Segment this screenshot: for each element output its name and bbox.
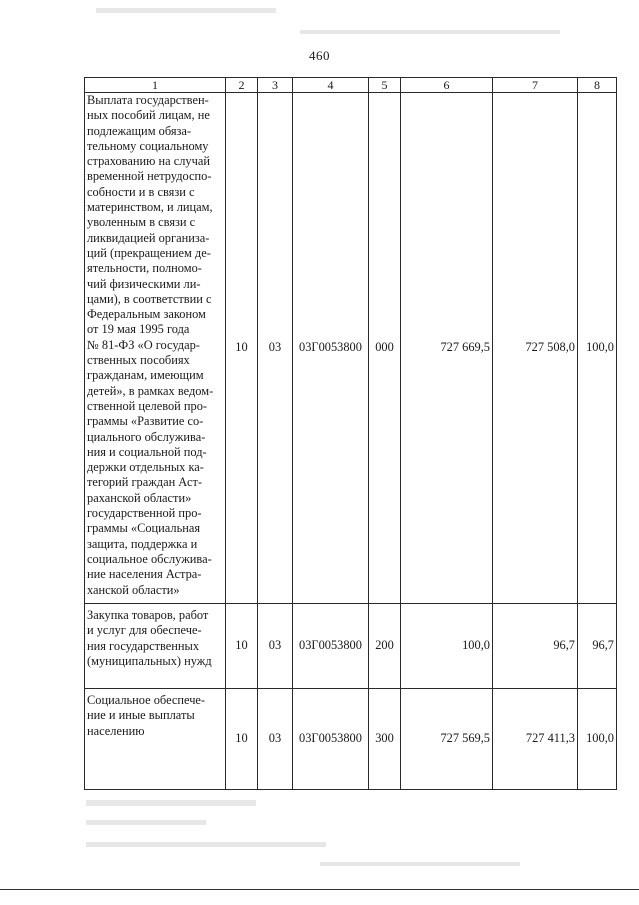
description-line: и услуг для обеспече- bbox=[87, 623, 202, 638]
execution-percent: 96,7 bbox=[578, 604, 617, 689]
table-row bbox=[85, 689, 617, 790]
expense-type-code: 200 bbox=[369, 604, 401, 689]
description-line: социальное обслужива- bbox=[87, 551, 212, 566]
description-line: ных пособий лицам, не bbox=[87, 108, 210, 123]
section-code: 10 bbox=[226, 689, 258, 790]
header-cell: 8 bbox=[578, 78, 617, 93]
expense-type-code: 300 bbox=[369, 689, 401, 790]
description-line: цами), в соответствии с bbox=[87, 291, 212, 306]
execution-percent: 100,0 bbox=[578, 93, 617, 604]
description-line: страхованию на случай bbox=[87, 154, 210, 169]
subsection-code: 03 bbox=[258, 689, 293, 790]
budget-table bbox=[84, 77, 617, 790]
scan-artifact bbox=[96, 8, 276, 13]
row-description bbox=[85, 604, 226, 689]
scan-artifact bbox=[300, 30, 560, 34]
target-article-code: 03Г0053800 bbox=[293, 93, 369, 604]
description-line: ликвидацией организа- bbox=[87, 230, 210, 245]
description-line: собности и в связи с bbox=[87, 184, 195, 199]
header-cell: 2 bbox=[226, 78, 258, 93]
description-line: подлежащим обяза- bbox=[87, 123, 192, 138]
planned-amount: 727 669,5 bbox=[401, 93, 493, 604]
description-line: ханской области» bbox=[87, 582, 180, 597]
section-code: 10 bbox=[226, 93, 258, 604]
subsection-code: 03 bbox=[258, 93, 293, 604]
executed-amount: 727 508,0 bbox=[493, 93, 578, 604]
description-line: раханской области» bbox=[87, 490, 192, 505]
page-number: 460 bbox=[309, 48, 330, 63]
scan-artifact bbox=[86, 820, 206, 825]
description-line: ния и социальной под- bbox=[87, 444, 207, 459]
description-line: тельному социальному bbox=[87, 138, 209, 153]
page-bottom-rule bbox=[0, 889, 639, 890]
description-line: граммы «Развитие со- bbox=[87, 414, 204, 429]
row-description bbox=[85, 93, 226, 604]
target-article-code: 03Г0053800 bbox=[293, 604, 369, 689]
description-line: временной нетрудоспо- bbox=[87, 169, 212, 184]
section-code: 10 bbox=[226, 604, 258, 689]
description-line: уволенным в связи с bbox=[87, 215, 196, 230]
description-line: материнством, и лицам, bbox=[87, 200, 213, 215]
description-line: держки отдельных ка- bbox=[87, 460, 204, 475]
header-cell: 4 bbox=[293, 78, 369, 93]
description-line: Выплата государствен- bbox=[87, 93, 209, 107]
table-row bbox=[85, 93, 617, 604]
subsection-code: 03 bbox=[258, 604, 293, 689]
scan-artifact bbox=[86, 800, 256, 806]
header-cell: 1 bbox=[85, 78, 226, 93]
description-line: Закупка товаров, работ bbox=[87, 608, 209, 622]
table-row bbox=[85, 604, 617, 689]
table-header-row bbox=[85, 78, 617, 93]
description-line: тегорий граждан Аст- bbox=[87, 475, 202, 490]
executed-amount: 96,7 bbox=[493, 604, 578, 689]
header-cell: 7 bbox=[493, 78, 578, 93]
description-line: ние и иные выплаты bbox=[87, 708, 195, 723]
description-line: чий физическими ли- bbox=[87, 276, 201, 291]
header-cell: 5 bbox=[369, 78, 401, 93]
scan-artifact bbox=[86, 842, 326, 847]
planned-amount: 100,0 bbox=[401, 604, 493, 689]
description-line: Федеральным законом bbox=[87, 307, 206, 322]
description-line: ций (прекращением де- bbox=[87, 245, 211, 260]
description-line: циального обслужива- bbox=[87, 429, 206, 444]
execution-percent: 100,0 bbox=[578, 689, 617, 790]
scan-artifact bbox=[320, 862, 520, 866]
description-line: граммы «Социальная bbox=[87, 521, 201, 536]
description-line: ятельности, полномо- bbox=[87, 261, 202, 276]
description-line: населению bbox=[87, 723, 145, 738]
description-line: гражданам, имеющим bbox=[87, 368, 204, 383]
header-cell: 3 bbox=[258, 78, 293, 93]
description-line: (муниципальных) нужд bbox=[87, 653, 212, 668]
description-line: Социальное обеспече- bbox=[87, 693, 206, 707]
description-line: ственных пособиях bbox=[87, 353, 190, 368]
description-line: № 81-ФЗ «О государ- bbox=[87, 337, 200, 352]
target-article-code: 03Г0053800 bbox=[293, 689, 369, 790]
description-line: от 19 мая 1995 года bbox=[87, 322, 190, 337]
description-line: защита, поддержка и bbox=[87, 536, 198, 551]
header-cell: 6 bbox=[401, 78, 493, 93]
row-description bbox=[85, 689, 226, 790]
description-line: государственной про- bbox=[87, 506, 202, 521]
executed-amount: 727 411,3 bbox=[493, 689, 578, 790]
description-line: ние населения Астра- bbox=[87, 567, 202, 582]
expense-type-code: 000 bbox=[369, 93, 401, 604]
planned-amount: 727 569,5 bbox=[401, 689, 493, 790]
description-line: ния государственных bbox=[87, 638, 200, 653]
description-line: ственной целевой про- bbox=[87, 398, 208, 413]
description-line: детей», в рамках ведом- bbox=[87, 383, 214, 398]
